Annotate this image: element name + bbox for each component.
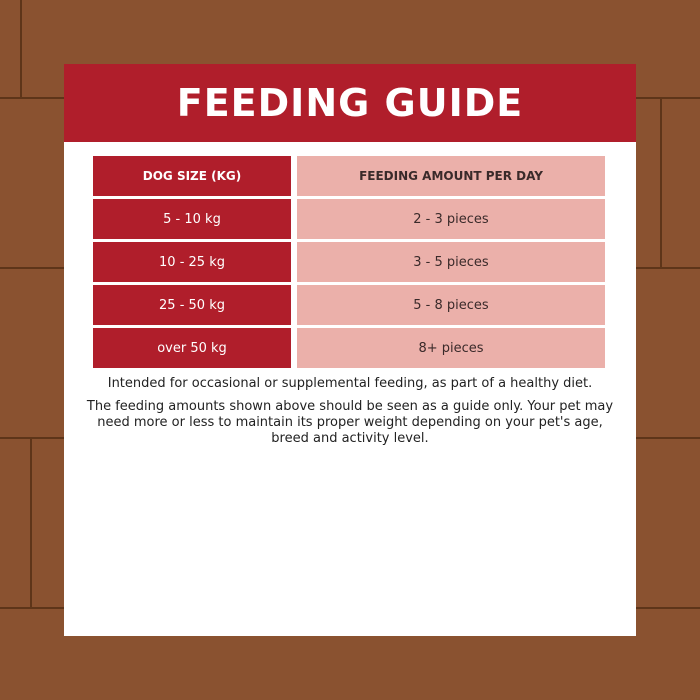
- table-row: [93, 242, 605, 282]
- dog-size-cell: 10 - 25 kg: [93, 242, 291, 282]
- table-header-row: [93, 156, 605, 196]
- feeding-amount-cell: 8+ pieces: [297, 328, 605, 368]
- plank-seam: [660, 97, 662, 267]
- feeding-amount-cell: 2 - 3 pieces: [297, 199, 605, 239]
- dog-size-cell: 25 - 50 kg: [93, 285, 291, 325]
- feeding-notes: [84, 376, 616, 454]
- column-header-feeding-amount: FEEDING AMOUNT PER DAY: [297, 156, 605, 196]
- header-banner: [64, 64, 636, 142]
- table-row: [93, 328, 605, 368]
- plank-seam: [30, 437, 32, 607]
- page-title: FEEDING GUIDE: [176, 81, 524, 125]
- table-row: [93, 199, 605, 239]
- dog-size-cell: 5 - 10 kg: [93, 199, 291, 239]
- supplemental-note: Intended for occasional or supplemental feeding, as part of a healthy diet.: [107, 376, 593, 391]
- feeding-amount-cell: 5 - 8 pieces: [297, 285, 605, 325]
- feeding-amount-cell: 3 - 5 pieces: [297, 242, 605, 282]
- plank-seam: [20, 0, 22, 97]
- guide-disclaimer: The feeding amounts shown above should be seen as a guide only. Your pet may need more or less to maintain its proper weight depending on your pet's age, breed and activity level.: [86, 399, 614, 446]
- dog-size-cell: over 50 kg: [93, 328, 291, 368]
- column-header-dog-size: DOG SIZE (KG): [93, 156, 291, 196]
- feeding-table: [93, 156, 605, 371]
- feeding-guide-card: [64, 64, 636, 636]
- table-row: [93, 285, 605, 325]
